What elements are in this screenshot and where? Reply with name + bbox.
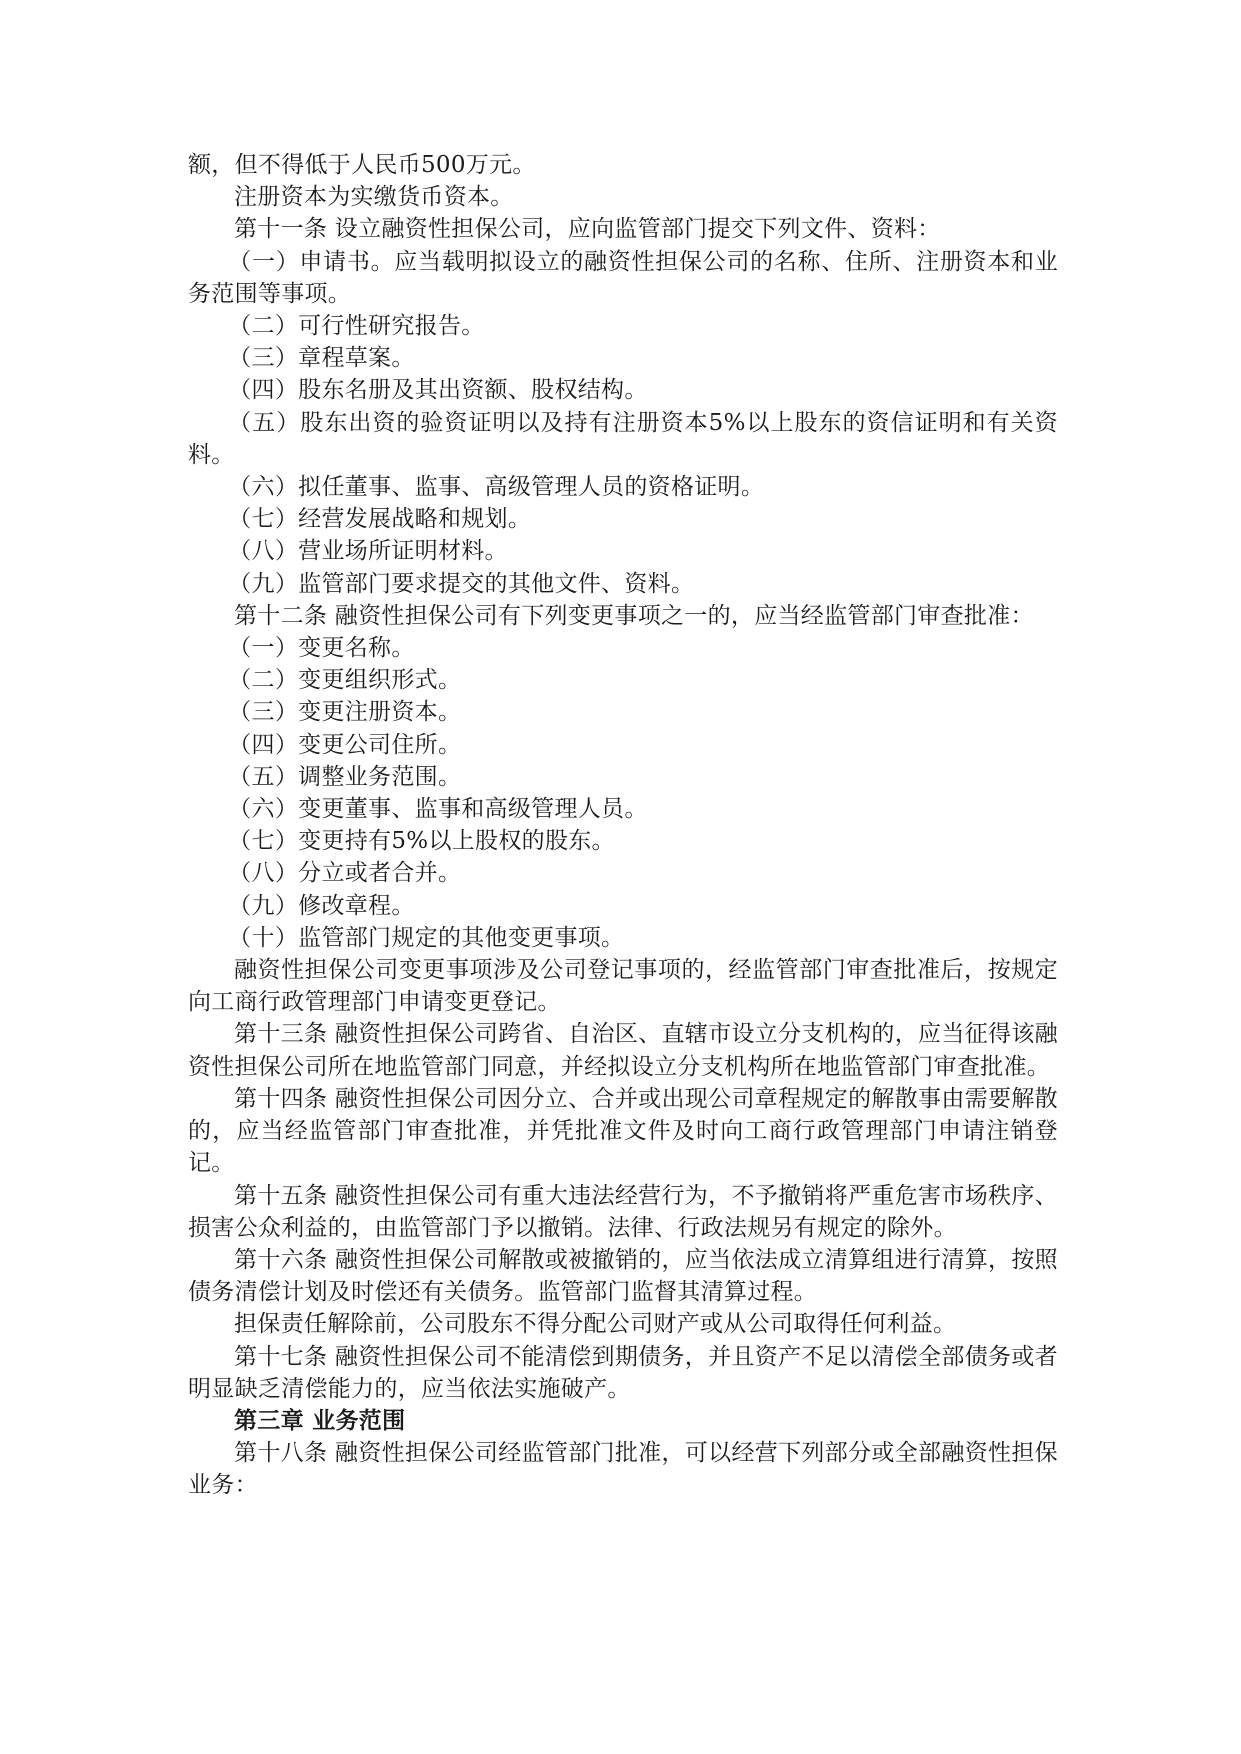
article-17: 第十七条 融资性担保公司不能清偿到期债务，并且资产不足以清偿全部债务或者明显缺乏清偿能力的，应当依法实施破产。 <box>188 1343 1058 1402</box>
article-12: 第十二条 融资性担保公司有下列变更事项之一的，应当经监管部门审查批准： <box>234 602 1034 629</box>
list-item: （九）修改章程。 <box>228 892 415 919</box>
paragraph: 注册资本为实缴货币资本。 <box>234 184 514 211</box>
list-item: （四）股东名册及其出资额、股权结构。 <box>228 377 648 404</box>
paragraph-continuation: 额，但不得低于人民币500万元。 <box>188 152 536 178</box>
list-item: （一）申请书。应当载明拟设立的融资性担保公司的名称、住所、注册资本和业务范围等事项。 <box>188 248 1058 307</box>
article-14: 第十四条 融资性担保公司因分立、合并或出现公司章程规定的解散事由需要解散的，应当经监管部门审查批准，并凭批准文件及时向工商行政管理部门申请注销登记。 <box>188 1085 1058 1177</box>
article-15: 第十五条 融资性担保公司有重大违法经营行为，不予撤销将严重危害市场秩序、损害公众利益的，由监管部门予以撤销。法律、行政法规另有规定的除外。 <box>188 1182 1058 1241</box>
list-item: （六）变更董事、监事和高级管理人员。 <box>228 796 648 823</box>
paragraph: 担保责任解除前，公司股东不得分配公司财产或从公司取得任何利益。 <box>234 1311 957 1338</box>
article-16: 第十六条 融资性担保公司解散或被撤销的，应当依法成立清算组进行清算，按照债务清偿计划及时偿还有关债务。监管部门监督其清算过程。 <box>188 1246 1058 1306</box>
list-item: （八）分立或者合并。 <box>228 860 462 887</box>
list-item: （五）调整业务范围。 <box>228 763 462 790</box>
list-item: （五）股东出资的验资证明以及持有注册资本5%以上股东的资信证明和有关资料。 <box>188 409 1058 468</box>
list-item: （三）变更注册资本。 <box>228 699 462 726</box>
article-13: 第十三条 融资性担保公司跨省、自治区、直辖市设立分支机构的，应当征得该融资性担保公司所在地监管部门同意，并经拟设立分支机构所在地监管部门审查批准。 <box>188 1021 1058 1080</box>
list-item: （一）变更名称。 <box>228 635 415 662</box>
list-item: （七）变更持有5%以上股权的股东。 <box>228 828 615 855</box>
article-18: 第十八条 融资性担保公司经监管部门批准，可以经营下列部分或全部融资性担保业务： <box>188 1440 1058 1499</box>
article-11: 第十一条 设立融资性担保公司，应向监管部门提交下列文件、资料： <box>234 216 941 243</box>
list-item: （六）拟任董事、监事、高级管理人员的资格证明。 <box>228 474 765 501</box>
list-item: （七）经营发展战略和规划。 <box>228 506 532 533</box>
list-item: （四）变更公司住所。 <box>228 731 462 758</box>
paragraph: 融资性担保公司变更事项涉及公司登记事项的，经监管部门审查批准后，按规定向工商行政管理部门申请变更登记。 <box>188 957 1058 1016</box>
document-body <box>188 149 1058 1502</box>
list-item: （三）章程草案。 <box>228 345 415 372</box>
chapter-heading: 第三章 业务范围 <box>234 1406 406 1434</box>
list-item: （十）监管部门规定的其他变更事项。 <box>228 924 625 951</box>
list-item: （二）变更组织形式。 <box>228 667 462 694</box>
list-item: （二）可行性研究报告。 <box>228 313 485 340</box>
list-item: （九）监管部门要求提交的其他文件、资料。 <box>228 570 695 597</box>
list-item: （八）营业场所证明材料。 <box>228 538 508 565</box>
